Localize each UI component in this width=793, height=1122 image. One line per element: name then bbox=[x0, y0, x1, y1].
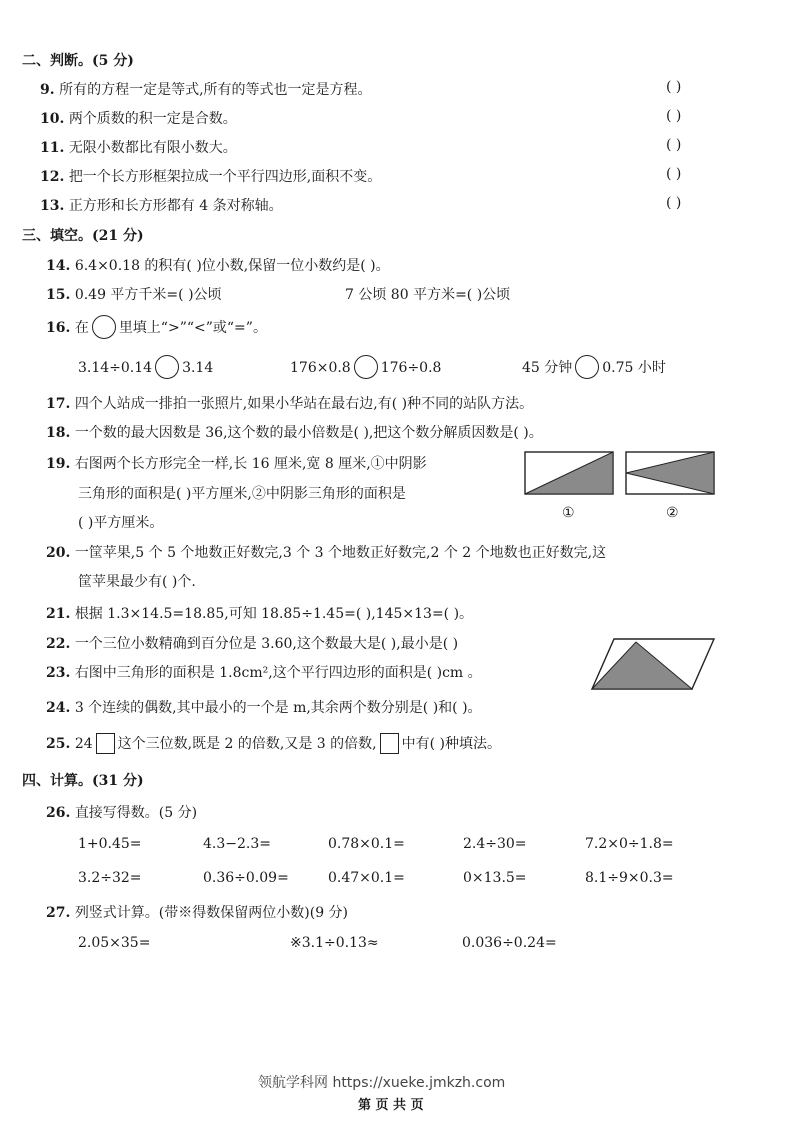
calc-item: 0.36÷0.09= bbox=[203, 870, 289, 886]
calc-item: 3.2÷32= bbox=[78, 870, 142, 886]
question-15 bbox=[46, 284, 222, 304]
question-27 bbox=[46, 902, 348, 922]
question-number: 20. bbox=[46, 545, 71, 561]
question-19-line-3: ( )平方厘米。 bbox=[78, 515, 164, 531]
question-17 bbox=[46, 393, 533, 413]
vertical-calc-item: ※3.1÷0.13≈ bbox=[290, 935, 379, 951]
question-number: 17. bbox=[46, 396, 71, 412]
question-9 bbox=[40, 79, 372, 99]
question-number: 14. bbox=[46, 258, 71, 274]
compare-circle[interactable] bbox=[354, 355, 378, 379]
question-text: 3 个连续的偶数,其中最小的一个是 m,其余两个数分别是( )和( )。 bbox=[74, 700, 482, 716]
question-22 bbox=[46, 633, 458, 653]
question-text: 中有( )种填法。 bbox=[401, 736, 501, 752]
question-number: 22. bbox=[46, 636, 71, 652]
section-3-title: 三、填空。(21 分) bbox=[22, 228, 144, 244]
question-number: 15. bbox=[46, 287, 71, 303]
question-text: 6.4×0.18 的积有( )位小数,保留一位小数约是( )。 bbox=[74, 258, 390, 274]
compare-1 bbox=[78, 356, 213, 380]
question-text: 24 bbox=[74, 736, 93, 752]
question-text: 里填上“>”“<”或“=”。 bbox=[118, 320, 267, 336]
question-number: 10. bbox=[40, 111, 65, 127]
question-text: 无限小数都比有限小数大。 bbox=[68, 140, 237, 156]
question-text-part-a: 0.49 平方千米=( )公顷 bbox=[74, 287, 222, 303]
section-2-title: 二、判断。(5 分) bbox=[22, 53, 134, 69]
vertical-calc-item: 0.036÷0.24= bbox=[462, 935, 557, 951]
compare-left: 3.14÷0.14 bbox=[78, 360, 153, 376]
compare-circle[interactable] bbox=[575, 355, 599, 379]
digit-box bbox=[380, 733, 399, 754]
question-text: 在 bbox=[74, 320, 89, 336]
question-number: 26. bbox=[46, 805, 71, 821]
compare-circle[interactable] bbox=[155, 355, 179, 379]
question-14 bbox=[46, 255, 390, 275]
question-20 bbox=[46, 542, 606, 562]
figure-label-1: ① bbox=[562, 505, 575, 521]
question-text-line-1: 右图两个长方形完全一样,长 16 厘米,宽 8 厘米,①中阴影 bbox=[74, 456, 427, 472]
calc-item: 0.47×0.1= bbox=[328, 870, 405, 886]
question-number: 27. bbox=[46, 905, 71, 921]
calc-item: 4.3−2.3= bbox=[203, 836, 271, 852]
calc-item: 7.2×0÷1.8= bbox=[585, 836, 674, 852]
compare-right: 176÷0.8 bbox=[380, 360, 442, 376]
question-19-line-2: 三角形的面积是( )平方厘米,②中阴影三角形的面积是 bbox=[78, 486, 406, 502]
vertical-calc-item: 2.05×35= bbox=[78, 935, 151, 951]
answer-paren[interactable]: ( ) bbox=[666, 195, 682, 211]
question-21 bbox=[46, 603, 473, 623]
question-number: 12. bbox=[40, 169, 65, 185]
compare-right: 3.14 bbox=[182, 360, 214, 376]
question-13 bbox=[40, 195, 283, 215]
question-number: 11. bbox=[40, 140, 65, 156]
parallelogram-figure bbox=[590, 636, 716, 692]
question-19 bbox=[46, 453, 427, 473]
calc-item: 2.4÷30= bbox=[463, 836, 527, 852]
question-text: 四个人站成一排拍一张照片,如果小华站在最右边,有( )种不同的站队方法。 bbox=[74, 396, 534, 412]
question-24 bbox=[46, 697, 482, 717]
question-text: 正方形和长方形都有 4 条对称轴。 bbox=[68, 198, 283, 214]
question-number: 23. bbox=[46, 665, 71, 681]
compare-3 bbox=[522, 356, 666, 380]
compare-left: 176×0.8 bbox=[290, 360, 351, 376]
question-12 bbox=[40, 166, 381, 186]
question-number: 13. bbox=[40, 198, 65, 214]
footer-website: 领航学科网 https://xueke.jmkzh.com bbox=[258, 1075, 506, 1091]
digit-box[interactable] bbox=[96, 733, 115, 754]
question-26 bbox=[46, 802, 197, 822]
question-text: 所有的方程一定是等式,所有的等式也一定是方程。 bbox=[59, 82, 372, 98]
calc-item: 8.1÷9×0.3= bbox=[585, 870, 674, 886]
question-16 bbox=[46, 316, 267, 340]
answer-paren[interactable]: ( ) bbox=[666, 79, 682, 95]
calc-item: 0.78×0.1= bbox=[328, 836, 405, 852]
question-number: 16. bbox=[46, 320, 71, 336]
question-text: 把一个长方形框架拉成一个平行四边形,面积不变。 bbox=[68, 169, 382, 185]
compare-2 bbox=[290, 356, 441, 380]
question-number: 24. bbox=[46, 700, 71, 716]
question-text-line-1: 一筐苹果,5 个 5 个地数正好数完,3 个 3 个地数正好数完,2 个 2 个地数也正好数完,这 bbox=[74, 545, 607, 561]
question-number: 19. bbox=[46, 456, 71, 472]
question-15-part-b: 7 公顷 80 平方米=( )公顷 bbox=[345, 287, 511, 303]
section-4-title: 四、计算。(31 分) bbox=[22, 773, 144, 789]
question-25 bbox=[46, 733, 501, 755]
rectangle-figures bbox=[524, 450, 720, 500]
question-text: 一个三位小数精确到百分位是 3.60,这个数最大是( ),最小是( ) bbox=[74, 636, 459, 652]
question-text: 根据 1.3×14.5=18.85,可知 18.85÷1.45=( ),145×13=( )。 bbox=[74, 606, 474, 622]
question-text: 直接写得数。(5 分) bbox=[74, 805, 198, 821]
compare-right: 0.75 小时 bbox=[602, 360, 666, 376]
question-text: 两个质数的积一定是合数。 bbox=[68, 111, 237, 127]
answer-paren[interactable]: ( ) bbox=[666, 166, 682, 182]
question-text: 这个三位数,既是 2 的倍数,又是 3 的倍数, bbox=[117, 736, 377, 752]
question-text: 列竖式计算。(带※得数保留两位小数)(9 分) bbox=[74, 905, 349, 921]
question-text: 一个数的最大因数是 36,这个数的最小倍数是( ),把这个数分解质因数是( )。 bbox=[74, 425, 543, 441]
question-18 bbox=[46, 422, 543, 442]
compare-left: 45 分钟 bbox=[522, 360, 573, 376]
question-text: 右图中三角形的面积是 1.8cm²,这个平行四边形的面积是( )cm 。 bbox=[74, 665, 482, 681]
question-number: 18. bbox=[46, 425, 71, 441]
question-10 bbox=[40, 108, 237, 128]
page-number: 第 页 共 页 bbox=[358, 1098, 424, 1113]
circle-blank bbox=[92, 315, 116, 339]
calc-item: 1+0.45= bbox=[78, 836, 142, 852]
question-20-line-2: 筐苹果最少有( )个. bbox=[78, 574, 196, 590]
calc-item: 0×13.5= bbox=[463, 870, 527, 886]
question-number: 9. bbox=[40, 82, 55, 98]
question-number: 25. bbox=[46, 736, 71, 752]
question-23 bbox=[46, 662, 482, 682]
question-number: 21. bbox=[46, 606, 71, 622]
answer-paren[interactable]: ( ) bbox=[666, 108, 682, 124]
question-11 bbox=[40, 137, 237, 157]
figure-label-2: ② bbox=[666, 505, 679, 521]
answer-paren[interactable]: ( ) bbox=[666, 137, 682, 153]
